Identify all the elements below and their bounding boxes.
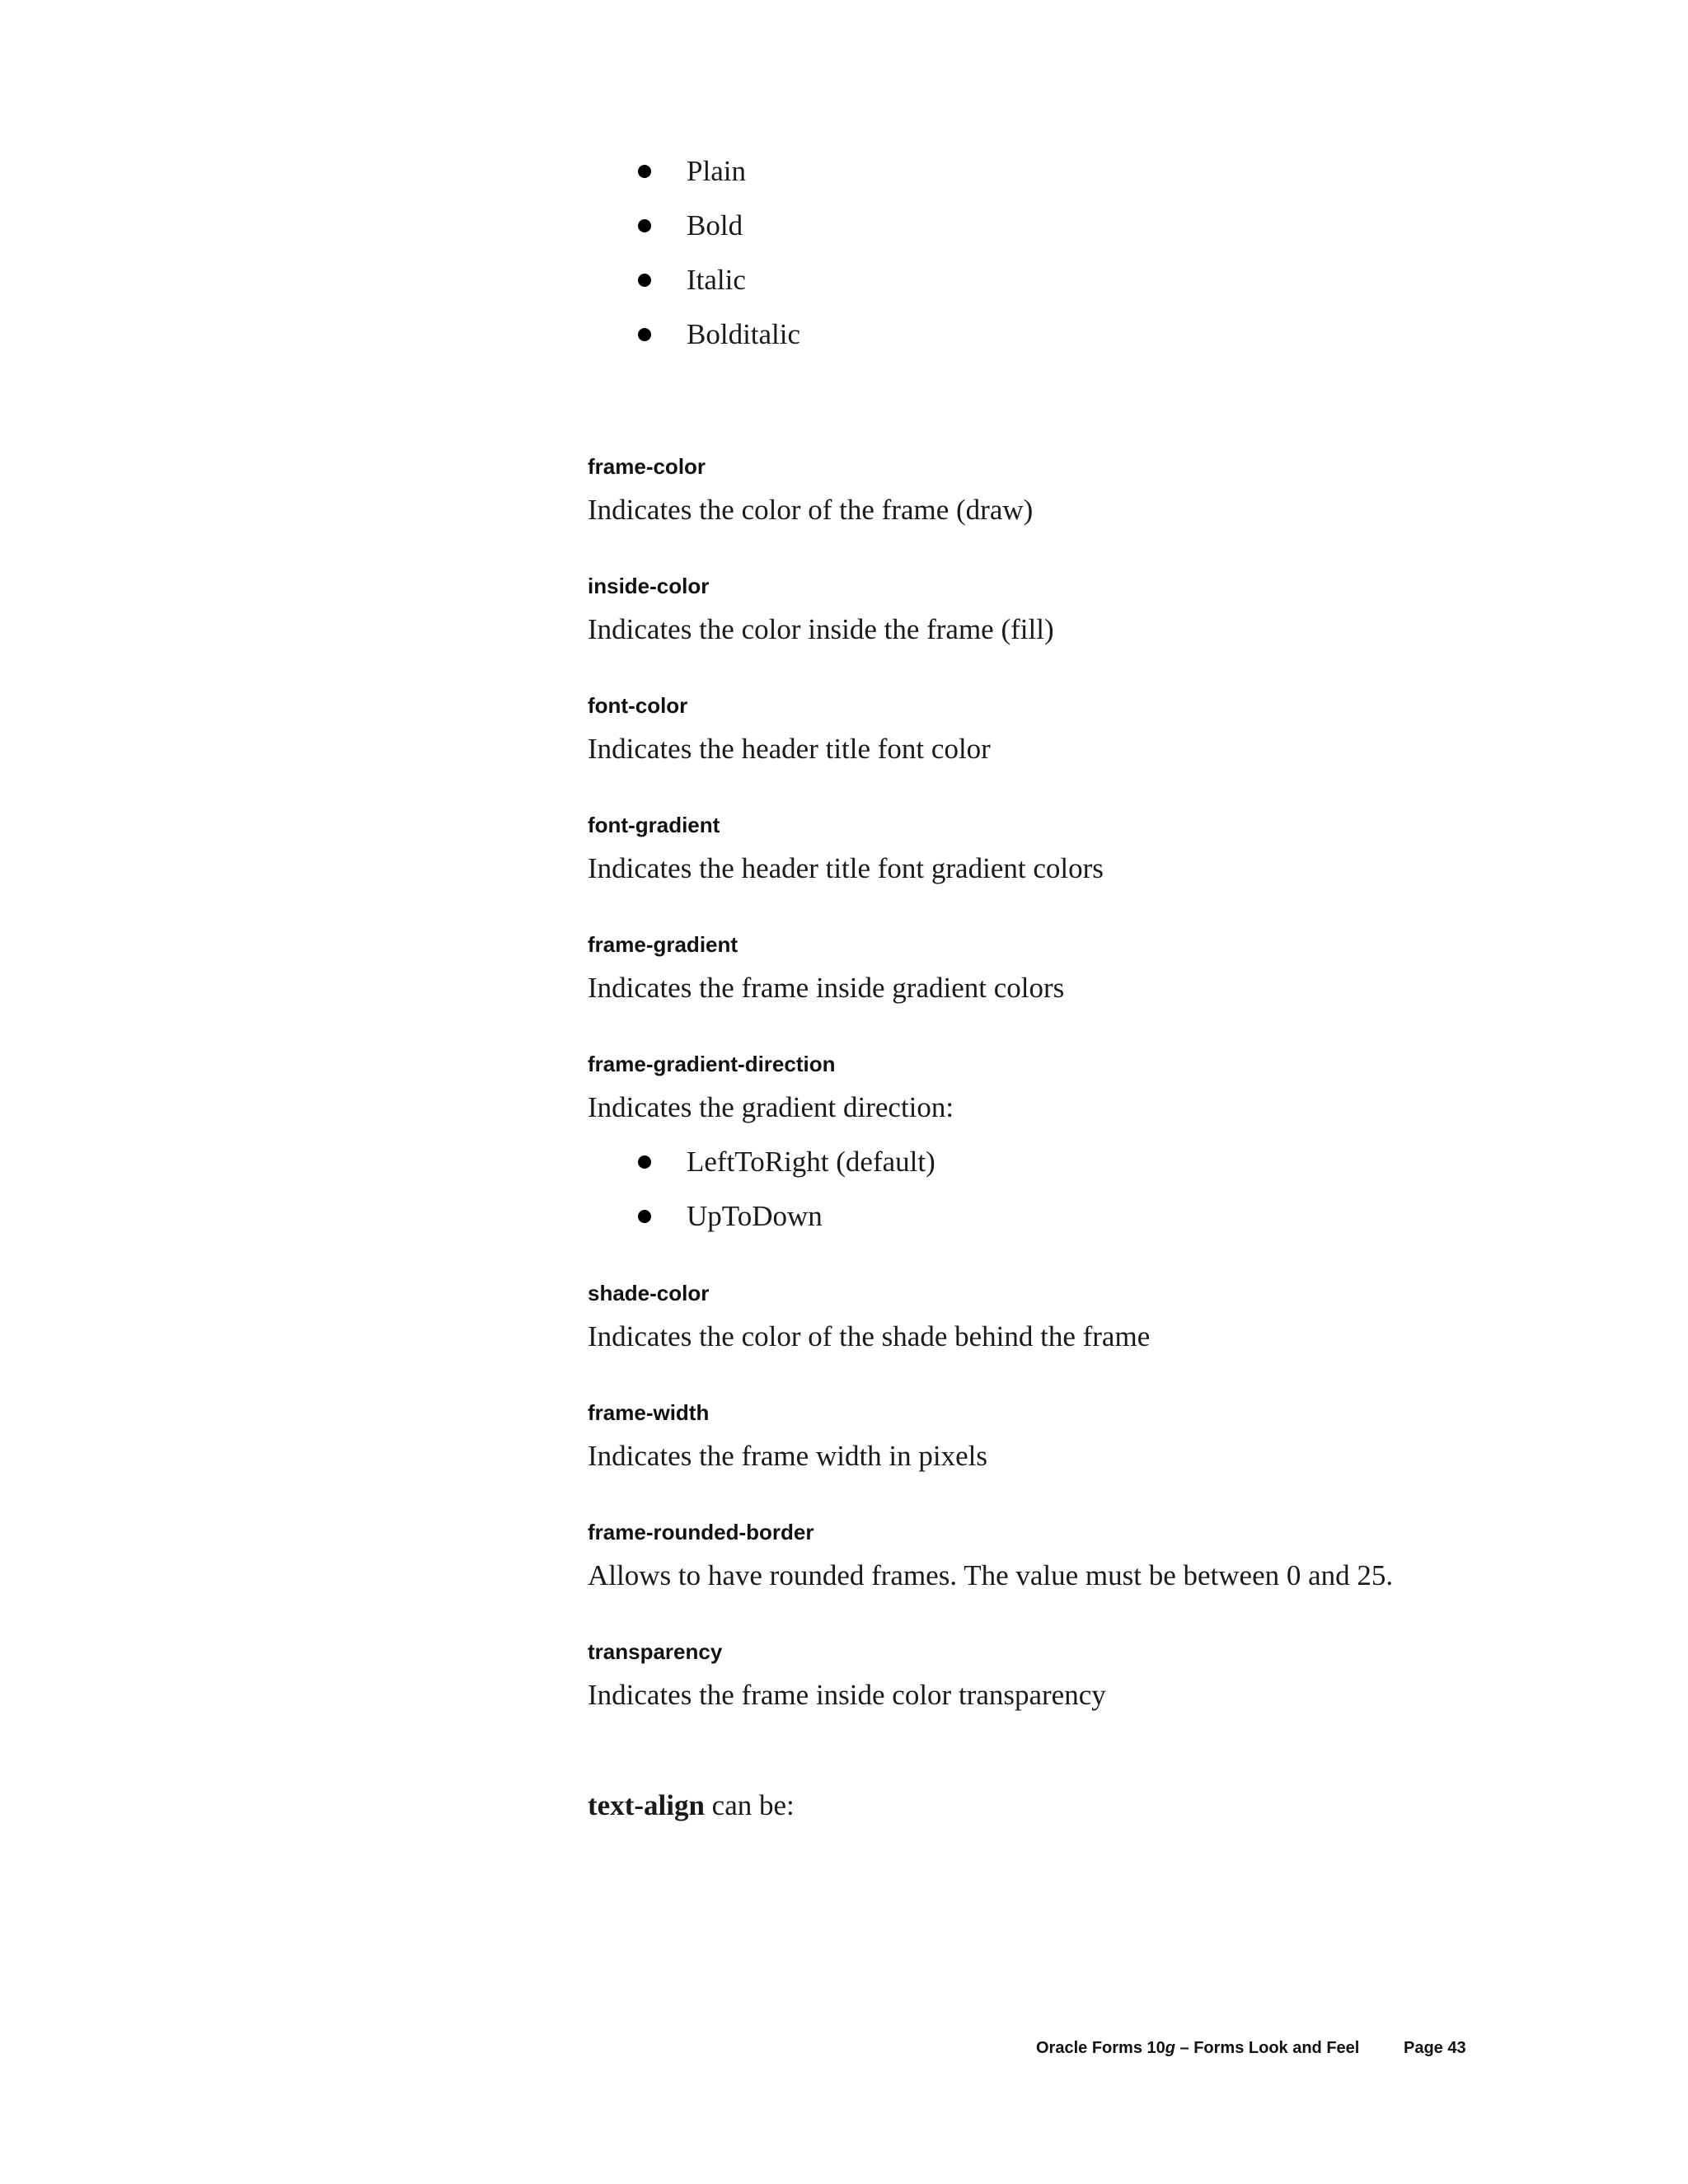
- property-term-shade-color: shade-color: [588, 1281, 710, 1305]
- footer-title-suffix: – Forms Look and Feel: [1175, 2039, 1360, 2057]
- property-term-frame-rounded-border: frame-rounded-border: [588, 1520, 814, 1544]
- property-term-frame-gradient: frame-gradient: [588, 932, 738, 957]
- text-align-suffix: can be:: [704, 1789, 795, 1821]
- property-term-inside-color: inside-color: [588, 574, 710, 598]
- style-option-italic: Italic: [687, 264, 746, 296]
- style-option-bold: Bold: [687, 209, 743, 241]
- bullet-icon: [638, 328, 651, 341]
- property-desc-frame-width: Indicates the frame width in pixels: [588, 1440, 987, 1472]
- bullet-icon: [638, 1155, 651, 1169]
- property-term-frame-color: frame-color: [588, 454, 706, 479]
- bullet-icon: [638, 219, 651, 232]
- property-desc-shade-color: Indicates the color of the shade behind the frame: [588, 1320, 1151, 1352]
- bullet-icon: [638, 274, 651, 287]
- property-term-frame-gradient-direction: frame-gradient-direction: [588, 1052, 836, 1076]
- direction-option-left-to-right: LeftToRight (default): [687, 1146, 935, 1178]
- bullet-icon: [638, 165, 651, 178]
- property-desc-inside-color: Indicates the color inside the frame (fill): [588, 613, 1054, 645]
- property-desc-frame-gradient: Indicates the frame inside gradient colors: [588, 972, 1065, 1004]
- property-term-font-gradient: font-gradient: [588, 813, 720, 837]
- text-align-intro: [588, 1787, 795, 1825]
- property-term-transparency: transparency: [588, 1639, 723, 1664]
- property-desc-font-color: Indicates the header title font color: [588, 733, 991, 765]
- property-term-font-color: font-color: [588, 693, 688, 718]
- footer-title-italic: g: [1165, 2039, 1175, 2057]
- property-desc-frame-rounded-border: Allows to have rounded frames. The value must be between 0 and 25.: [588, 1559, 1394, 1591]
- footer-document-title: [1036, 2036, 1359, 2060]
- property-desc-frame-color: Indicates the color of the frame (draw): [588, 494, 1034, 526]
- bullet-icon: [638, 1210, 651, 1223]
- footer-title-prefix: Oracle Forms 10: [1036, 2039, 1165, 2057]
- property-desc-frame-gradient-direction: Indicates the gradient direction:: [588, 1091, 954, 1123]
- style-option-plain: Plain: [687, 155, 746, 187]
- style-option-bolditalic: Bolditalic: [687, 318, 801, 350]
- property-term-frame-width: frame-width: [588, 1400, 710, 1425]
- property-desc-font-gradient: Indicates the header title font gradient colors: [588, 852, 1104, 884]
- text-align-term: text-align: [588, 1789, 705, 1821]
- direction-option-up-to-down: UpToDown: [687, 1200, 823, 1232]
- property-desc-transparency: Indicates the frame inside color transparency: [588, 1679, 1106, 1711]
- footer-page-number: Page 43: [1404, 2039, 1466, 2057]
